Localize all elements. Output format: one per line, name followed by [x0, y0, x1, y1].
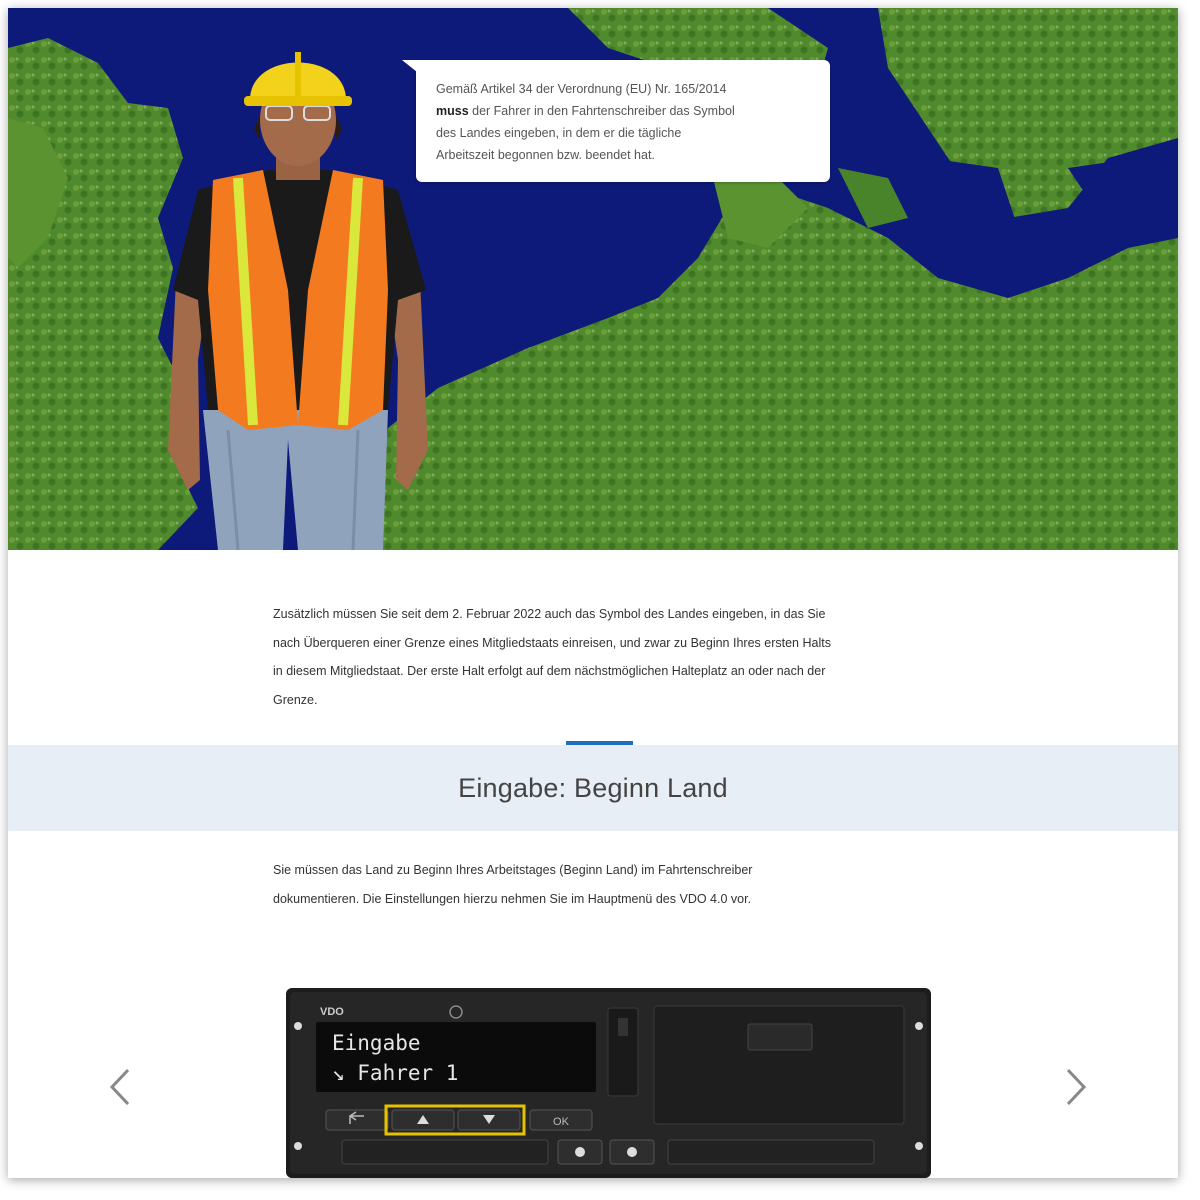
intro-line-3: in diesem Mitgliedstaat. Der erste Halt erfolgt auf dem nächstmöglichen Halteplatz an oder nach der — [273, 664, 826, 678]
driver-2-button[interactable] — [610, 1140, 654, 1164]
up-button[interactable] — [392, 1110, 454, 1130]
display-line-1: Eingabe — [332, 1031, 421, 1055]
worker-figure — [158, 30, 438, 550]
ok-label: OK — [553, 1116, 569, 1128]
chevron-right-icon[interactable] — [1060, 1066, 1090, 1108]
speech-bubble — [416, 60, 830, 182]
section-header-band — [8, 745, 1178, 831]
display-line-2: ↘ Fahrer 1 — [332, 1061, 459, 1085]
card-slot-1[interactable] — [342, 1140, 548, 1164]
driver-1-button[interactable] — [558, 1140, 602, 1164]
intro-line-2: nach Überqueren einer Grenze eines Mitgliedstaats einreisen, und zwar zu Beginn Ihres ersten Halts — [273, 635, 831, 650]
bubble-line-1: Gemäß Artikel 34 der Verordnung (EU) Nr. 165/2014 — [436, 82, 727, 96]
tachograph-device — [286, 988, 931, 1178]
card-slot-2[interactable] — [668, 1140, 874, 1164]
device-brand: VDO — [320, 1006, 344, 1018]
ok-button[interactable] — [530, 1110, 592, 1130]
intro-line-1: Zusätzlich müssen Sie seit dem 2. Februar 2022 auch das Symbol des Landes eingeben, in das Sie — [273, 607, 826, 621]
page-frame — [8, 8, 1178, 1178]
description-line-1: Sie müssen das Land zu Beginn Ihres Arbeitstages (Beginn Land) im Fahrtenschreiber — [273, 863, 753, 877]
bubble-emphasis: muss — [436, 104, 469, 118]
bubble-line-2 — [436, 100, 810, 122]
bubble-line-4: Arbeitszeit begonnen bzw. beendet hat. — [436, 148, 655, 162]
section-title: Eingabe: Beginn Land — [458, 772, 728, 803]
down-button[interactable] — [458, 1110, 520, 1130]
intro-line-4: Grenze. — [273, 692, 318, 707]
hero-banner — [8, 8, 1178, 550]
intro-paragraph — [273, 600, 953, 714]
back-button[interactable] — [326, 1110, 388, 1130]
description-paragraph — [273, 856, 953, 914]
description-line-2: dokumentieren. Die Einstellungen hierzu nehmen Sie im Hauptmenü des VDO 4.0 vor. — [273, 892, 752, 906]
chevron-left-icon[interactable] — [106, 1066, 136, 1108]
bubble-line-3: des Landes eingeben, in dem er die tägliche — [436, 126, 682, 140]
bubble-line-2-text: der Fahrer in den Fahrtenschreiber das Symbol — [468, 104, 735, 118]
